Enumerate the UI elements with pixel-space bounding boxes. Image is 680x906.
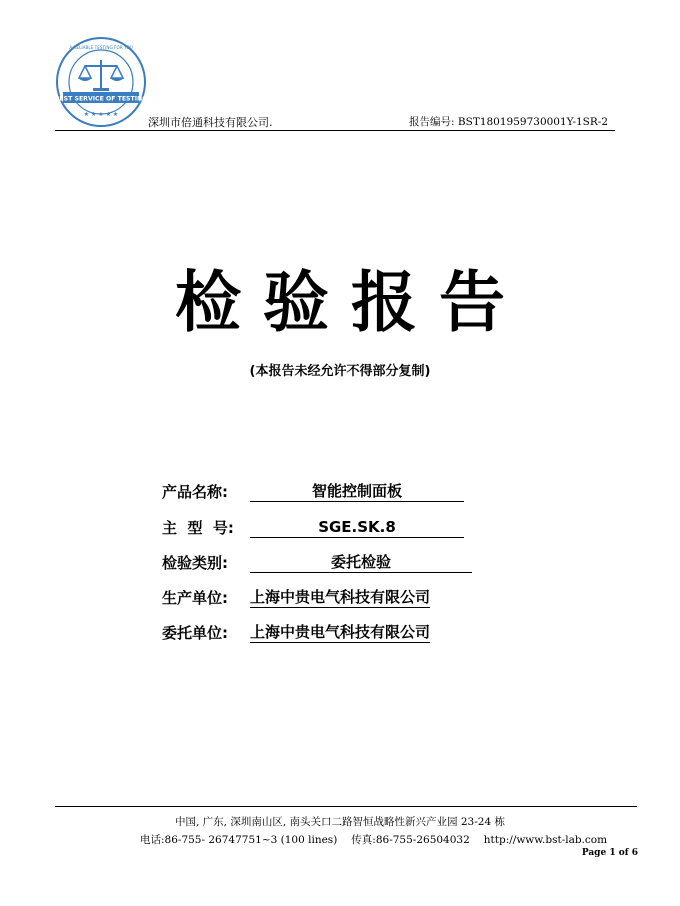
field-value: 上海中贵电气科技有限公司	[250, 623, 431, 641]
field-model	[162, 517, 482, 539]
field-manufacturer	[162, 587, 482, 609]
footer-address: 中国, 广东, 深圳南山区, 南头关口二路智恒战略性新兴产业园 23-24 栋	[175, 816, 505, 828]
page-number: Page 1 of 6	[581, 848, 638, 858]
field-label: 主 型 号:	[162, 519, 234, 537]
svg-text:A RELIABLE TESTING FOR YOU: A RELIABLE TESTING FOR YOU	[69, 45, 133, 50]
header-company-name: 深圳市倍通科技有限公司.	[148, 116, 273, 129]
svg-text:BEST SERVICE OF TESTING: BEST SERVICE OF TESTING	[55, 95, 147, 103]
field-label: 检验类别:	[162, 554, 228, 572]
footer-fax: 传真:86-755-26504032	[351, 834, 470, 846]
field-value: 委托检验	[250, 552, 472, 573]
field-label: 产品名称:	[162, 483, 228, 501]
footer-divider	[55, 806, 637, 807]
header-report-number: 报告编号: BST1801959730001Y-1SR-2	[409, 116, 608, 128]
footer-contact	[140, 832, 621, 847]
field-label: 委托单位:	[162, 624, 228, 642]
field-client	[162, 622, 482, 644]
field-product-name	[162, 481, 482, 503]
field-value: 智能控制面板	[250, 481, 464, 502]
field-value: SGE.SK.8	[250, 517, 464, 538]
svg-text:★ ★ ★ ★ ★: ★ ★ ★ ★ ★	[83, 111, 119, 118]
header-divider	[55, 130, 615, 131]
report-subtitle: (本报告未经允许不得部分复制)	[249, 364, 431, 379]
field-inspection-type	[162, 552, 482, 574]
company-logo	[55, 36, 147, 128]
report-title: 检验报告	[175, 264, 527, 341]
footer-website[interactable]: http://www.bst-lab.com	[483, 834, 608, 846]
field-label: 生产单位:	[162, 589, 228, 607]
footer-phone: 电话:86-755- 26747751~3 (100 lines)	[140, 834, 338, 846]
field-value: 上海中贵电气科技有限公司	[250, 588, 431, 606]
